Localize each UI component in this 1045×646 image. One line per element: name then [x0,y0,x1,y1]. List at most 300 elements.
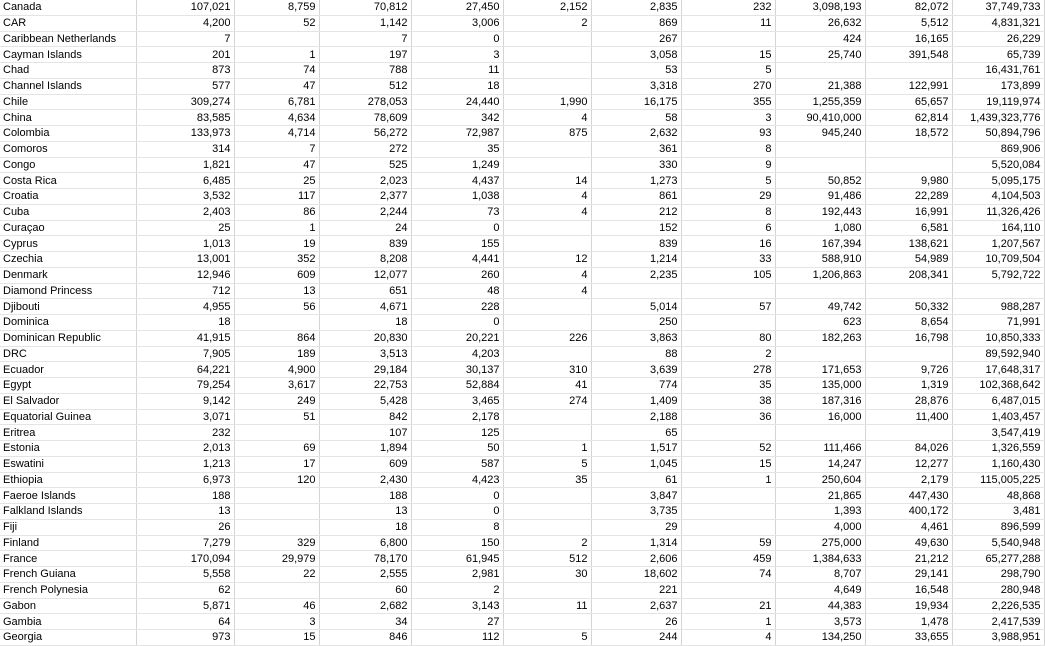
tests-per-million-cell[interactable]: 9,980 [865,173,952,189]
serious-critical-cell[interactable] [503,409,591,425]
population-cell[interactable]: 65,277,288 [952,551,1044,567]
country-name-cell[interactable]: Ethiopia [0,472,136,488]
serious-critical-cell[interactable]: 1 [503,441,591,457]
tests-per-million-cell[interactable]: 12,277 [865,456,952,472]
tests-per-million-cell[interactable]: 9,726 [865,362,952,378]
country-name-cell[interactable]: Cayman Islands [0,47,136,63]
total-recovered-cell[interactable]: 525 [319,157,411,173]
serious-critical-cell[interactable]: 4 [503,110,591,126]
total-tests-cell[interactable]: 8,707 [775,567,865,583]
total-recovered-cell[interactable]: 78,609 [319,110,411,126]
cases-per-million-cell[interactable]: 1,517 [591,441,681,457]
total-deaths-cell[interactable]: 609 [234,267,319,283]
total-tests-cell[interactable]: 91,486 [775,189,865,205]
total-deaths-cell[interactable]: 86 [234,204,319,220]
total-cases-cell[interactable]: 3,532 [136,189,234,205]
population-cell[interactable]: 1,403,457 [952,409,1044,425]
serious-critical-cell[interactable]: 1,990 [503,94,591,110]
cases-per-million-cell[interactable]: 1,409 [591,393,681,409]
total-deaths-cell[interactable]: 7 [234,141,319,157]
total-deaths-cell[interactable] [234,504,319,520]
tests-per-million-cell[interactable] [865,346,952,362]
active-cases-cell[interactable]: 260 [411,267,503,283]
tests-per-million-cell[interactable]: 82,072 [865,0,952,15]
total-cases-cell[interactable]: 314 [136,141,234,157]
total-recovered-cell[interactable]: 272 [319,141,411,157]
population-cell[interactable]: 19,119,974 [952,94,1044,110]
deaths-per-million-cell[interactable]: 8 [681,204,775,220]
deaths-per-million-cell[interactable] [681,283,775,299]
total-deaths-cell[interactable]: 15 [234,630,319,646]
total-tests-cell[interactable]: 135,000 [775,378,865,394]
cases-per-million-cell[interactable]: 861 [591,189,681,205]
cases-per-million-cell[interactable]: 250 [591,315,681,331]
total-tests-cell[interactable]: 111,466 [775,441,865,457]
total-tests-cell[interactable]: 1,206,863 [775,267,865,283]
total-cases-cell[interactable]: 6,485 [136,173,234,189]
total-deaths-cell[interactable]: 1 [234,220,319,236]
active-cases-cell[interactable]: 2,178 [411,409,503,425]
deaths-per-million-cell[interactable]: 38 [681,393,775,409]
total-deaths-cell[interactable]: 189 [234,346,319,362]
country-name-cell[interactable]: Equatorial Guinea [0,409,136,425]
tests-per-million-cell[interactable]: 28,876 [865,393,952,409]
active-cases-cell[interactable]: 125 [411,425,503,441]
country-name-cell[interactable]: Eswatini [0,456,136,472]
cases-per-million-cell[interactable]: 221 [591,582,681,598]
deaths-per-million-cell[interactable]: 29 [681,189,775,205]
total-deaths-cell[interactable]: 329 [234,535,319,551]
deaths-per-million-cell[interactable] [681,31,775,47]
cases-per-million-cell[interactable]: 26 [591,614,681,630]
total-deaths-cell[interactable]: 46 [234,598,319,614]
country-name-cell[interactable]: Croatia [0,189,136,205]
serious-critical-cell[interactable]: 226 [503,330,591,346]
deaths-per-million-cell[interactable] [681,488,775,504]
population-cell[interactable]: 102,368,642 [952,378,1044,394]
country-name-cell[interactable]: Czechia [0,252,136,268]
total-tests-cell[interactable]: 21,388 [775,78,865,94]
country-name-cell[interactable]: Ecuador [0,362,136,378]
total-recovered-cell[interactable]: 609 [319,456,411,472]
deaths-per-million-cell[interactable]: 21 [681,598,775,614]
population-cell[interactable]: 1,439,323,776 [952,110,1044,126]
total-tests-cell[interactable]: 1,080 [775,220,865,236]
serious-critical-cell[interactable] [503,47,591,63]
population-cell[interactable]: 16,431,761 [952,63,1044,79]
total-tests-cell[interactable]: 1,384,633 [775,551,865,567]
active-cases-cell[interactable]: 48 [411,283,503,299]
country-name-cell[interactable]: Comoros [0,141,136,157]
total-deaths-cell[interactable]: 69 [234,441,319,457]
serious-critical-cell[interactable]: 41 [503,378,591,394]
active-cases-cell[interactable]: 72,987 [411,126,503,142]
country-name-cell[interactable]: French Guiana [0,567,136,583]
active-cases-cell[interactable]: 27,450 [411,0,503,15]
total-cases-cell[interactable]: 577 [136,78,234,94]
total-deaths-cell[interactable] [234,519,319,535]
tests-per-million-cell[interactable]: 84,026 [865,441,952,457]
tests-per-million-cell[interactable]: 29,141 [865,567,952,583]
total-deaths-cell[interactable]: 4,900 [234,362,319,378]
country-name-cell[interactable]: Faeroe Islands [0,488,136,504]
population-cell[interactable]: 5,520,084 [952,157,1044,173]
active-cases-cell[interactable]: 1,038 [411,189,503,205]
total-tests-cell[interactable]: 90,410,000 [775,110,865,126]
tests-per-million-cell[interactable]: 16,165 [865,31,952,47]
deaths-per-million-cell[interactable]: 80 [681,330,775,346]
serious-critical-cell[interactable]: 274 [503,393,591,409]
total-tests-cell[interactable]: 623 [775,315,865,331]
cases-per-million-cell[interactable]: 2,606 [591,551,681,567]
country-name-cell[interactable]: Channel Islands [0,78,136,94]
deaths-per-million-cell[interactable]: 11 [681,15,775,31]
serious-critical-cell[interactable] [503,519,591,535]
total-recovered-cell[interactable]: 4,671 [319,299,411,315]
deaths-per-million-cell[interactable]: 36 [681,409,775,425]
deaths-per-million-cell[interactable]: 1 [681,614,775,630]
population-cell[interactable]: 10,709,504 [952,252,1044,268]
total-recovered-cell[interactable]: 13 [319,504,411,520]
tests-per-million-cell[interactable] [865,157,952,173]
population-cell[interactable]: 173,899 [952,78,1044,94]
total-recovered-cell[interactable]: 2,377 [319,189,411,205]
serious-critical-cell[interactable] [503,31,591,47]
active-cases-cell[interactable]: 8 [411,519,503,535]
total-deaths-cell[interactable] [234,315,319,331]
total-cases-cell[interactable]: 170,094 [136,551,234,567]
total-recovered-cell[interactable]: 839 [319,236,411,252]
tests-per-million-cell[interactable]: 5,512 [865,15,952,31]
country-name-cell[interactable]: Djibouti [0,299,136,315]
total-tests-cell[interactable]: 187,316 [775,393,865,409]
serious-critical-cell[interactable] [503,141,591,157]
tests-per-million-cell[interactable] [865,425,952,441]
total-recovered-cell[interactable]: 278,053 [319,94,411,110]
total-cases-cell[interactable]: 4,200 [136,15,234,31]
total-tests-cell[interactable]: 44,383 [775,598,865,614]
total-cases-cell[interactable]: 309,274 [136,94,234,110]
cases-per-million-cell[interactable]: 61 [591,472,681,488]
total-tests-cell[interactable]: 4,649 [775,582,865,598]
cases-per-million-cell[interactable]: 3,639 [591,362,681,378]
serious-critical-cell[interactable] [503,236,591,252]
total-recovered-cell[interactable]: 3,513 [319,346,411,362]
tests-per-million-cell[interactable]: 1,478 [865,614,952,630]
active-cases-cell[interactable]: 4,441 [411,252,503,268]
total-deaths-cell[interactable]: 117 [234,189,319,205]
total-tests-cell[interactable]: 250,604 [775,472,865,488]
population-cell[interactable]: 988,287 [952,299,1044,315]
population-cell[interactable]: 298,790 [952,567,1044,583]
country-name-cell[interactable]: Cuba [0,204,136,220]
serious-critical-cell[interactable] [503,582,591,598]
total-cases-cell[interactable]: 7,905 [136,346,234,362]
active-cases-cell[interactable]: 30,137 [411,362,503,378]
tests-per-million-cell[interactable]: 138,621 [865,236,952,252]
total-recovered-cell[interactable]: 12,077 [319,267,411,283]
total-tests-cell[interactable]: 3,573 [775,614,865,630]
cases-per-million-cell[interactable]: 1,273 [591,173,681,189]
country-name-cell[interactable]: Fiji [0,519,136,535]
tests-per-million-cell[interactable]: 18,572 [865,126,952,142]
tests-per-million-cell[interactable]: 1,319 [865,378,952,394]
total-tests-cell[interactable]: 4,000 [775,519,865,535]
deaths-per-million-cell[interactable]: 270 [681,78,775,94]
serious-critical-cell[interactable]: 12 [503,252,591,268]
serious-critical-cell[interactable] [503,488,591,504]
total-deaths-cell[interactable] [234,425,319,441]
cases-per-million-cell[interactable]: 29 [591,519,681,535]
total-tests-cell[interactable]: 21,865 [775,488,865,504]
population-cell[interactable]: 2,226,535 [952,598,1044,614]
active-cases-cell[interactable]: 155 [411,236,503,252]
population-cell[interactable]: 896,599 [952,519,1044,535]
cases-per-million-cell[interactable]: 18,602 [591,567,681,583]
total-tests-cell[interactable]: 192,443 [775,204,865,220]
country-name-cell[interactable]: France [0,551,136,567]
total-tests-cell[interactable]: 167,394 [775,236,865,252]
serious-critical-cell[interactable]: 5 [503,630,591,646]
population-cell[interactable]: 1,207,567 [952,236,1044,252]
total-tests-cell[interactable]: 134,250 [775,630,865,646]
active-cases-cell[interactable]: 0 [411,504,503,520]
total-cases-cell[interactable]: 13 [136,504,234,520]
serious-critical-cell[interactable]: 30 [503,567,591,583]
total-cases-cell[interactable]: 41,915 [136,330,234,346]
deaths-per-million-cell[interactable]: 59 [681,535,775,551]
tests-per-million-cell[interactable]: 8,654 [865,315,952,331]
cases-per-million-cell[interactable]: 5,014 [591,299,681,315]
active-cases-cell[interactable]: 4,423 [411,472,503,488]
total-deaths-cell[interactable] [234,31,319,47]
deaths-per-million-cell[interactable]: 1 [681,472,775,488]
total-tests-cell[interactable]: 16,000 [775,409,865,425]
total-recovered-cell[interactable]: 788 [319,63,411,79]
total-tests-cell[interactable]: 14,247 [775,456,865,472]
total-cases-cell[interactable]: 2,403 [136,204,234,220]
total-recovered-cell[interactable]: 1,142 [319,15,411,31]
serious-critical-cell[interactable] [503,78,591,94]
serious-critical-cell[interactable]: 14 [503,173,591,189]
total-deaths-cell[interactable]: 13 [234,283,319,299]
serious-critical-cell[interactable] [503,614,591,630]
total-cases-cell[interactable]: 1,013 [136,236,234,252]
country-name-cell[interactable]: Cyprus [0,236,136,252]
total-deaths-cell[interactable]: 22 [234,567,319,583]
total-recovered-cell[interactable]: 6,800 [319,535,411,551]
active-cases-cell[interactable]: 4,437 [411,173,503,189]
active-cases-cell[interactable]: 0 [411,31,503,47]
serious-critical-cell[interactable]: 2 [503,535,591,551]
total-tests-cell[interactable]: 1,393 [775,504,865,520]
country-name-cell[interactable]: Diamond Princess [0,283,136,299]
total-tests-cell[interactable] [775,141,865,157]
active-cases-cell[interactable]: 3,143 [411,598,503,614]
total-cases-cell[interactable]: 62 [136,582,234,598]
population-cell[interactable]: 1,326,559 [952,441,1044,457]
deaths-per-million-cell[interactable] [681,315,775,331]
population-cell[interactable]: 11,326,426 [952,204,1044,220]
population-cell[interactable]: 5,792,722 [952,267,1044,283]
serious-critical-cell[interactable]: 4 [503,189,591,205]
population-cell[interactable]: 280,948 [952,582,1044,598]
population-cell[interactable] [952,283,1044,299]
total-cases-cell[interactable]: 1,213 [136,456,234,472]
population-cell[interactable]: 115,005,225 [952,472,1044,488]
active-cases-cell[interactable]: 1,249 [411,157,503,173]
tests-per-million-cell[interactable]: 49,630 [865,535,952,551]
tests-per-million-cell[interactable]: 19,934 [865,598,952,614]
country-name-cell[interactable]: Gabon [0,598,136,614]
total-cases-cell[interactable]: 3,071 [136,409,234,425]
tests-per-million-cell[interactable]: 4,461 [865,519,952,535]
total-cases-cell[interactable]: 188 [136,488,234,504]
active-cases-cell[interactable]: 3,006 [411,15,503,31]
deaths-per-million-cell[interactable] [681,504,775,520]
total-recovered-cell[interactable]: 188 [319,488,411,504]
cases-per-million-cell[interactable]: 267 [591,31,681,47]
deaths-per-million-cell[interactable]: 105 [681,267,775,283]
active-cases-cell[interactable]: 35 [411,141,503,157]
cases-per-million-cell[interactable]: 774 [591,378,681,394]
total-recovered-cell[interactable]: 2,023 [319,173,411,189]
total-tests-cell[interactable] [775,346,865,362]
deaths-per-million-cell[interactable] [681,425,775,441]
tests-per-million-cell[interactable]: 2,179 [865,472,952,488]
total-deaths-cell[interactable]: 8,759 [234,0,319,15]
population-cell[interactable]: 6,487,015 [952,393,1044,409]
deaths-per-million-cell[interactable]: 232 [681,0,775,15]
population-cell[interactable]: 164,110 [952,220,1044,236]
country-name-cell[interactable]: Egypt [0,378,136,394]
tests-per-million-cell[interactable]: 400,172 [865,504,952,520]
total-recovered-cell[interactable]: 34 [319,614,411,630]
total-cases-cell[interactable]: 13,001 [136,252,234,268]
cases-per-million-cell[interactable]: 2,835 [591,0,681,15]
active-cases-cell[interactable]: 0 [411,315,503,331]
total-tests-cell[interactable]: 945,240 [775,126,865,142]
deaths-per-million-cell[interactable]: 52 [681,441,775,457]
total-deaths-cell[interactable]: 864 [234,330,319,346]
deaths-per-million-cell[interactable]: 16 [681,236,775,252]
total-deaths-cell[interactable]: 52 [234,15,319,31]
cases-per-million-cell[interactable]: 2,235 [591,267,681,283]
total-deaths-cell[interactable]: 47 [234,157,319,173]
total-cases-cell[interactable]: 1,821 [136,157,234,173]
population-cell[interactable]: 26,229 [952,31,1044,47]
total-recovered-cell[interactable]: 18 [319,519,411,535]
total-deaths-cell[interactable]: 47 [234,78,319,94]
total-cases-cell[interactable]: 232 [136,425,234,441]
total-deaths-cell[interactable]: 3 [234,614,319,630]
total-deaths-cell[interactable]: 74 [234,63,319,79]
total-deaths-cell[interactable] [234,488,319,504]
cases-per-million-cell[interactable] [591,283,681,299]
cases-per-million-cell[interactable]: 152 [591,220,681,236]
tests-per-million-cell[interactable]: 122,991 [865,78,952,94]
total-deaths-cell[interactable]: 352 [234,252,319,268]
total-cases-cell[interactable]: 26 [136,519,234,535]
total-cases-cell[interactable]: 7 [136,31,234,47]
country-name-cell[interactable]: Estonia [0,441,136,457]
total-deaths-cell[interactable]: 56 [234,299,319,315]
total-cases-cell[interactable]: 83,585 [136,110,234,126]
cases-per-million-cell[interactable]: 3,863 [591,330,681,346]
serious-critical-cell[interactable]: 875 [503,126,591,142]
total-deaths-cell[interactable]: 1 [234,47,319,63]
cases-per-million-cell[interactable]: 65 [591,425,681,441]
tests-per-million-cell[interactable]: 11,400 [865,409,952,425]
total-recovered-cell[interactable]: 2,244 [319,204,411,220]
active-cases-cell[interactable]: 52,884 [411,378,503,394]
deaths-per-million-cell[interactable]: 15 [681,456,775,472]
population-cell[interactable]: 37,749,733 [952,0,1044,15]
cases-per-million-cell[interactable]: 212 [591,204,681,220]
total-recovered-cell[interactable]: 842 [319,409,411,425]
tests-per-million-cell[interactable]: 50,332 [865,299,952,315]
serious-critical-cell[interactable] [503,315,591,331]
country-name-cell[interactable]: Costa Rica [0,173,136,189]
total-tests-cell[interactable]: 3,098,193 [775,0,865,15]
active-cases-cell[interactable]: 0 [411,488,503,504]
population-cell[interactable]: 71,991 [952,315,1044,331]
active-cases-cell[interactable]: 4,203 [411,346,503,362]
deaths-per-million-cell[interactable]: 8 [681,141,775,157]
deaths-per-million-cell[interactable]: 6 [681,220,775,236]
total-recovered-cell[interactable]: 29,184 [319,362,411,378]
serious-critical-cell[interactable] [503,63,591,79]
total-recovered-cell[interactable]: 1,894 [319,441,411,457]
cases-per-million-cell[interactable]: 2,637 [591,598,681,614]
country-name-cell[interactable]: Congo [0,157,136,173]
deaths-per-million-cell[interactable]: 9 [681,157,775,173]
total-tests-cell[interactable] [775,283,865,299]
tests-per-million-cell[interactable]: 6,581 [865,220,952,236]
country-name-cell[interactable]: China [0,110,136,126]
country-name-cell[interactable]: CAR [0,15,136,31]
active-cases-cell[interactable]: 24,440 [411,94,503,110]
total-tests-cell[interactable]: 49,742 [775,299,865,315]
tests-per-million-cell[interactable]: 391,548 [865,47,952,63]
total-cases-cell[interactable]: 4,955 [136,299,234,315]
serious-critical-cell[interactable] [503,220,591,236]
deaths-per-million-cell[interactable] [681,519,775,535]
population-cell[interactable]: 4,831,321 [952,15,1044,31]
total-cases-cell[interactable]: 133,973 [136,126,234,142]
country-name-cell[interactable]: Dominica [0,315,136,331]
total-tests-cell[interactable] [775,157,865,173]
serious-critical-cell[interactable]: 4 [503,283,591,299]
cases-per-million-cell[interactable]: 2,188 [591,409,681,425]
total-tests-cell[interactable]: 588,910 [775,252,865,268]
serious-critical-cell[interactable]: 310 [503,362,591,378]
active-cases-cell[interactable]: 587 [411,456,503,472]
active-cases-cell[interactable]: 150 [411,535,503,551]
tests-per-million-cell[interactable]: 16,548 [865,582,952,598]
total-cases-cell[interactable]: 5,558 [136,567,234,583]
total-cases-cell[interactable]: 79,254 [136,378,234,394]
total-recovered-cell[interactable]: 197 [319,47,411,63]
total-recovered-cell[interactable]: 2,555 [319,567,411,583]
population-cell[interactable]: 3,547,419 [952,425,1044,441]
tests-per-million-cell[interactable] [865,141,952,157]
country-name-cell[interactable]: Finland [0,535,136,551]
active-cases-cell[interactable]: 61,945 [411,551,503,567]
active-cases-cell[interactable]: 228 [411,299,503,315]
total-cases-cell[interactable]: 6,973 [136,472,234,488]
total-cases-cell[interactable]: 18 [136,315,234,331]
